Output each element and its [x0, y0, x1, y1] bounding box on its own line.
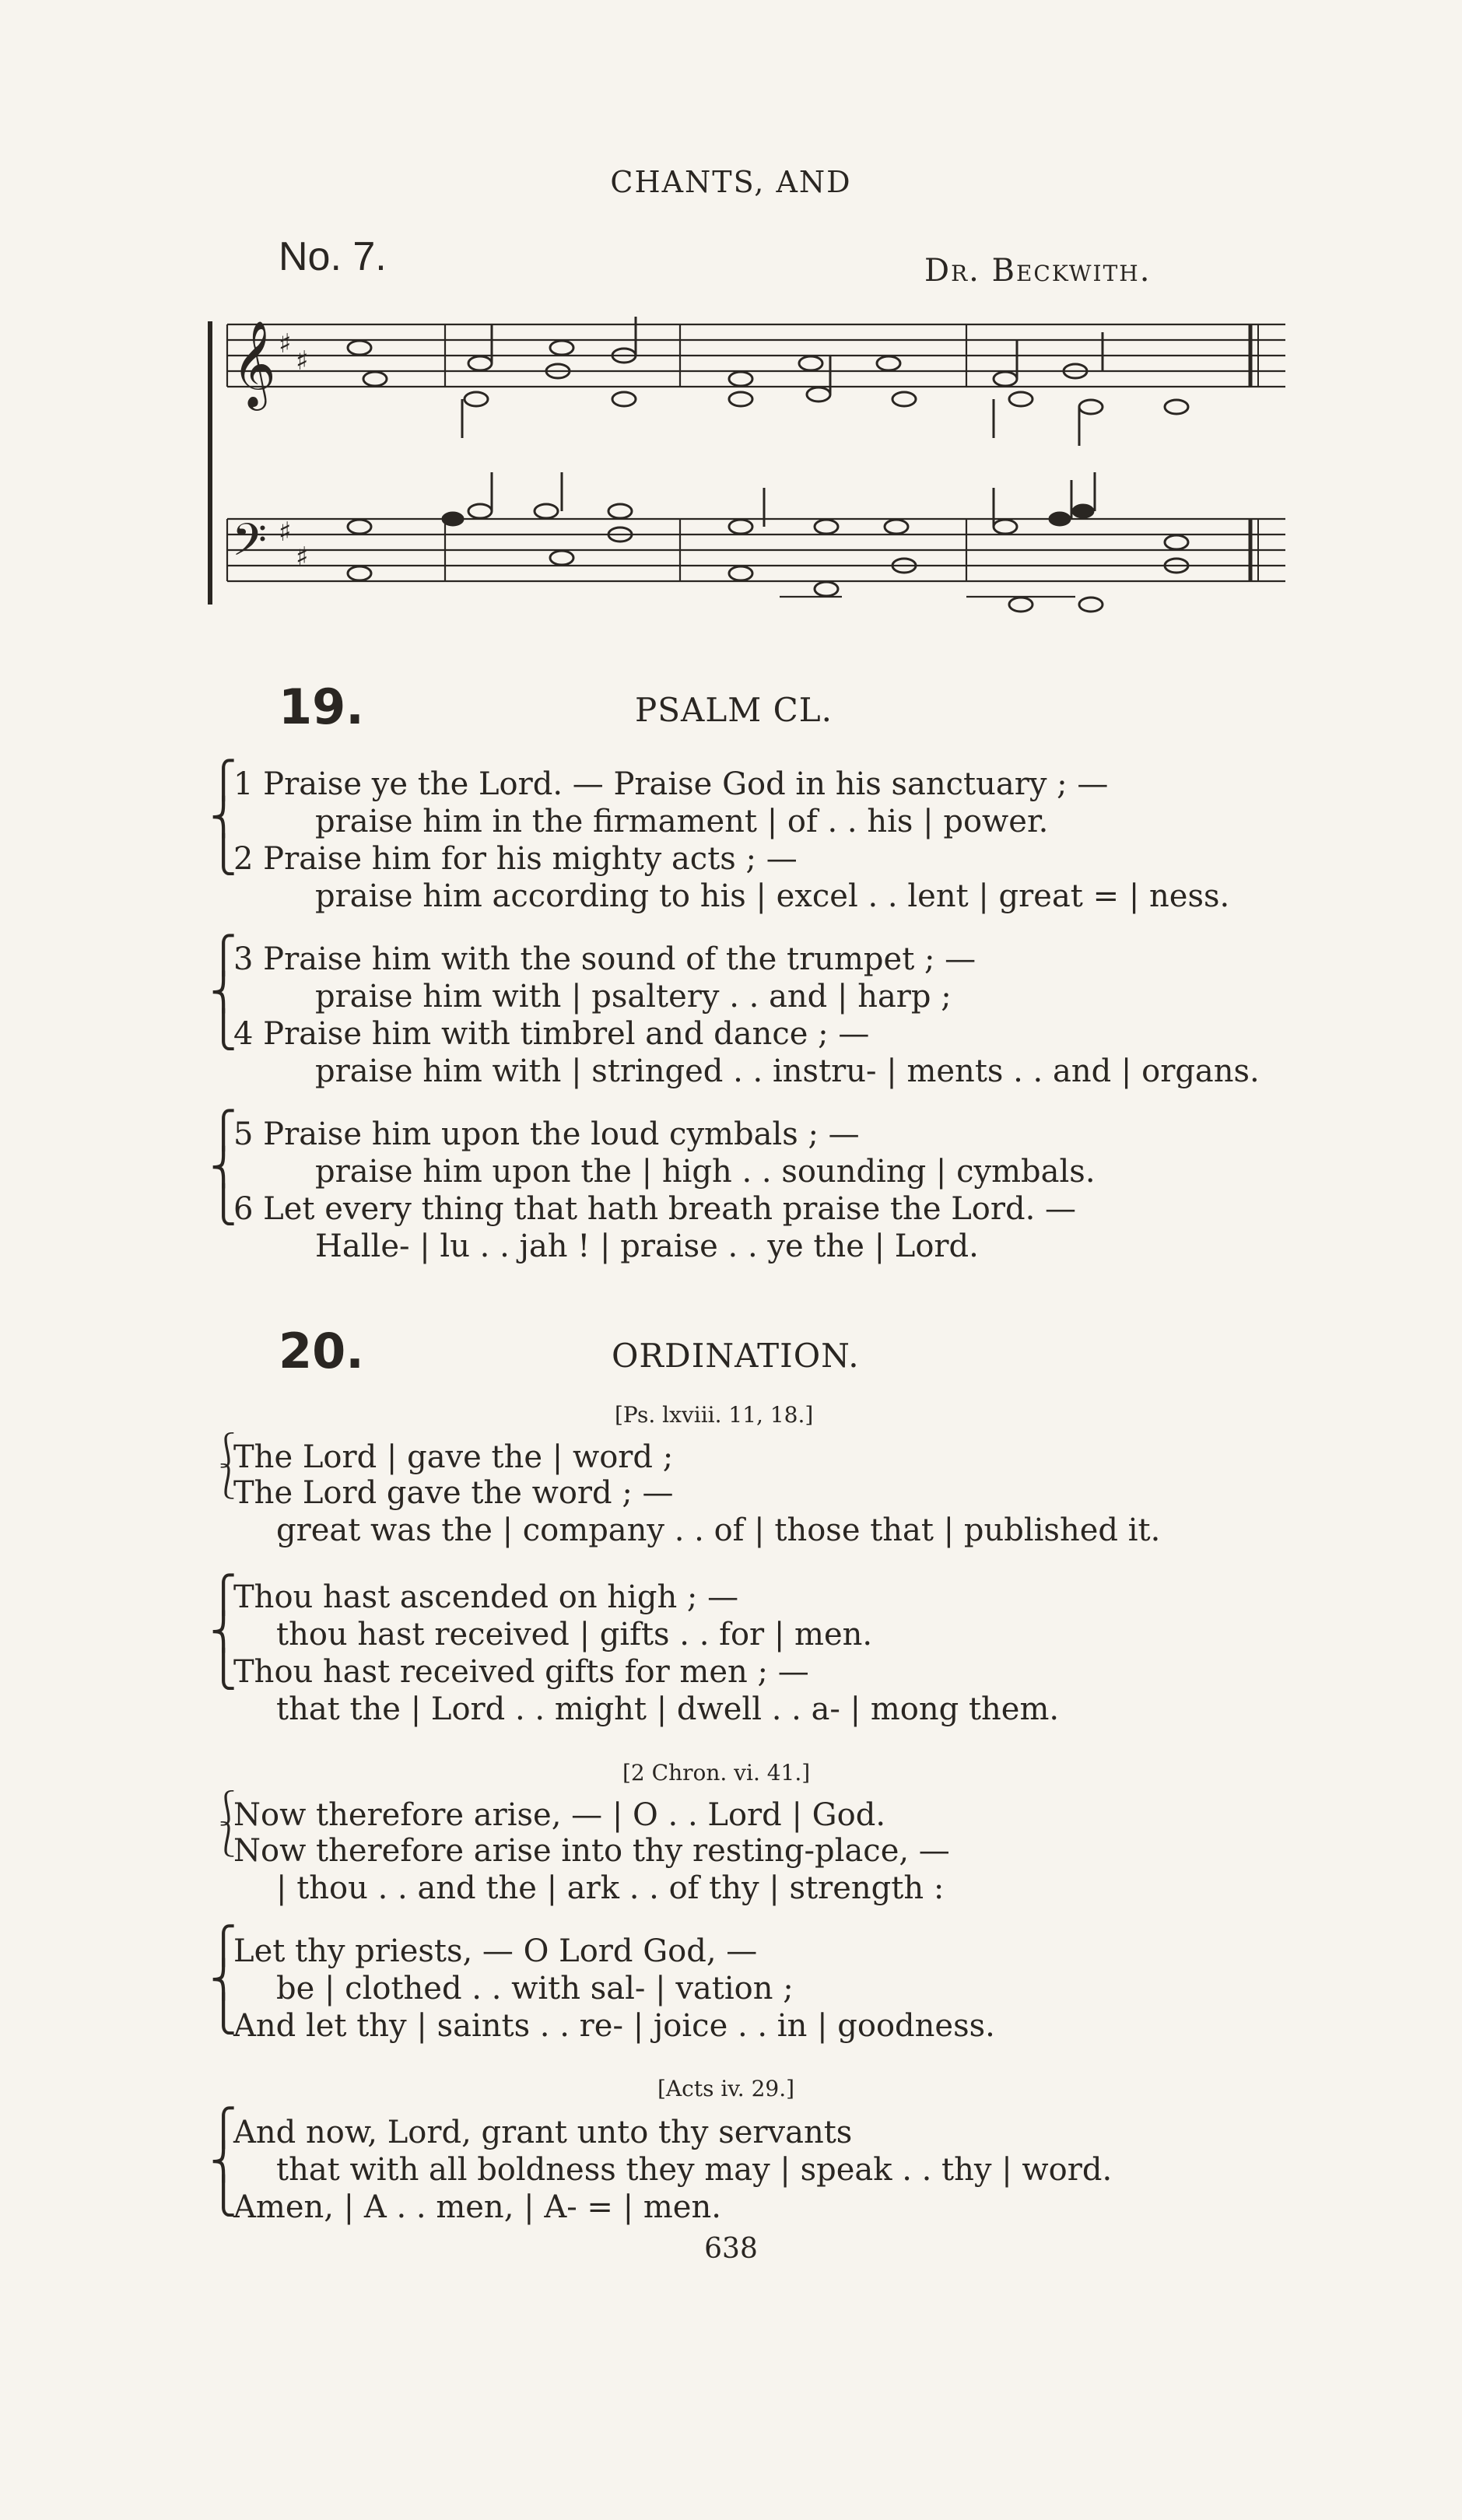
- verse-line: 1 Praise ye the Lord. — Praise God in his sanctuary ; —: [233, 766, 1109, 802]
- scripture-reference: [Acts iv. 29.]: [657, 2076, 795, 2101]
- svg-text:𝄢: 𝄢: [232, 513, 268, 577]
- verse-line: The Lord gave the word ; —: [233, 1475, 674, 1511]
- svg-text:♯: ♯: [279, 517, 292, 548]
- verse-line: | thou . . and the | ark . . of thy | strength :: [276, 1870, 945, 1906]
- verse-line: Thou hast received gifts for men ; —: [233, 1654, 809, 1690]
- verse-line: Amen, | A . . men, | A- = | men.: [233, 2189, 721, 2225]
- section-title: PSALM CL.: [635, 691, 833, 729]
- page-number: 638: [704, 2233, 758, 2265]
- verse-line: 3 Praise him with the sound of the trumpet ; —: [233, 941, 976, 977]
- verse-line: praise him upon the | high . . sounding | cymbals.: [315, 1154, 1096, 1190]
- svg-text:𝄞: 𝄞: [232, 320, 276, 407]
- verse-line: And let thy | saints . . re- | joice . . in | goodness.: [233, 2008, 995, 2044]
- verse-line: 5 Praise him upon the loud cymbals ; —: [233, 1116, 860, 1152]
- scripture-reference: [2 Chron. vi. 41.]: [622, 1760, 811, 1786]
- verse-brace: ⎧ ⎨ ⎩: [210, 1924, 237, 2035]
- verse-line: The Lord | gave the | word ;: [233, 1439, 674, 1475]
- verse-brace: ⎧ ⎨ ⎩: [210, 759, 237, 875]
- verse-line: Halle- | lu . . jah ! | praise . . ye the | Lord.: [315, 1228, 979, 1264]
- scripture-reference: [Ps. lxviii. 11, 18.]: [615, 1402, 814, 1428]
- verse-line: that with all boldness they may | speak . . thy | word.: [276, 2152, 1113, 2188]
- verse-brace: ⎧ ⎨ ⎩: [210, 2106, 237, 2217]
- verse-line: thou hast received | gifts . . for | men.: [276, 1617, 873, 1653]
- verse-line: praise him in the firmament | of . . his | power.: [315, 804, 1049, 839]
- svg-text:♯: ♯: [296, 542, 309, 573]
- running-head: CHANTS, AND: [610, 165, 852, 199]
- verse-line: great was the | company . . of | those that | published it.: [276, 1512, 1161, 1548]
- verse-line: Now therefore arise into thy resting-place, —: [233, 1833, 950, 1869]
- section-number: 19.: [279, 678, 364, 735]
- verse-brace: ⎧ ⎨ ⎩: [210, 934, 237, 1050]
- verse-brace: ⎧ ⎨ ⎩: [210, 1573, 237, 1690]
- verse-line: Thou hast ascended on high ; —: [233, 1579, 739, 1615]
- verse-line: praise him with | stringed . . instru- | ments . . and | organs.: [315, 1053, 1260, 1089]
- verse-line: And now, Lord, grant unto thy servants: [233, 2115, 853, 2150]
- verse-brace: ⎰ ⎱: [210, 1431, 244, 1502]
- music-score: [204, 307, 1293, 650]
- section-title: ORDINATION.: [612, 1337, 860, 1375]
- verse-brace: ⎰ ⎱: [210, 1789, 244, 1859]
- verse-line: 6 Let every thing that hath breath praise the Lord. —: [233, 1191, 1077, 1227]
- verse-line: 4 Praise him with timbrel and dance ; —: [233, 1016, 870, 1052]
- verse-brace: ⎧ ⎨ ⎩: [210, 1109, 237, 1225]
- svg-text:♯: ♯: [279, 328, 292, 359]
- verse-line: praise him with | psaltery . . and | harp ;: [315, 979, 952, 1015]
- svg-text:♯: ♯: [296, 345, 309, 377]
- verse-line: praise him according to his | excel . . lent | great = | ness.: [315, 878, 1230, 914]
- verse-line: that the | Lord . . might | dwell . . a- | mong them.: [276, 1691, 1060, 1727]
- verse-line: 2 Praise him for his mighty acts ; —: [233, 841, 798, 877]
- composer-name: Dr. Beckwith.: [924, 253, 1152, 289]
- verse-line: Let thy priests, — O Lord God, —: [233, 1933, 758, 1969]
- chant-number: No. 7.: [279, 234, 387, 279]
- verse-line: Now therefore arise, — | O . . Lord | God.: [233, 1797, 886, 1833]
- section-number: 20.: [279, 1323, 364, 1379]
- verse-line: be | clothed . . with sal- | vation ;: [276, 1971, 794, 2007]
